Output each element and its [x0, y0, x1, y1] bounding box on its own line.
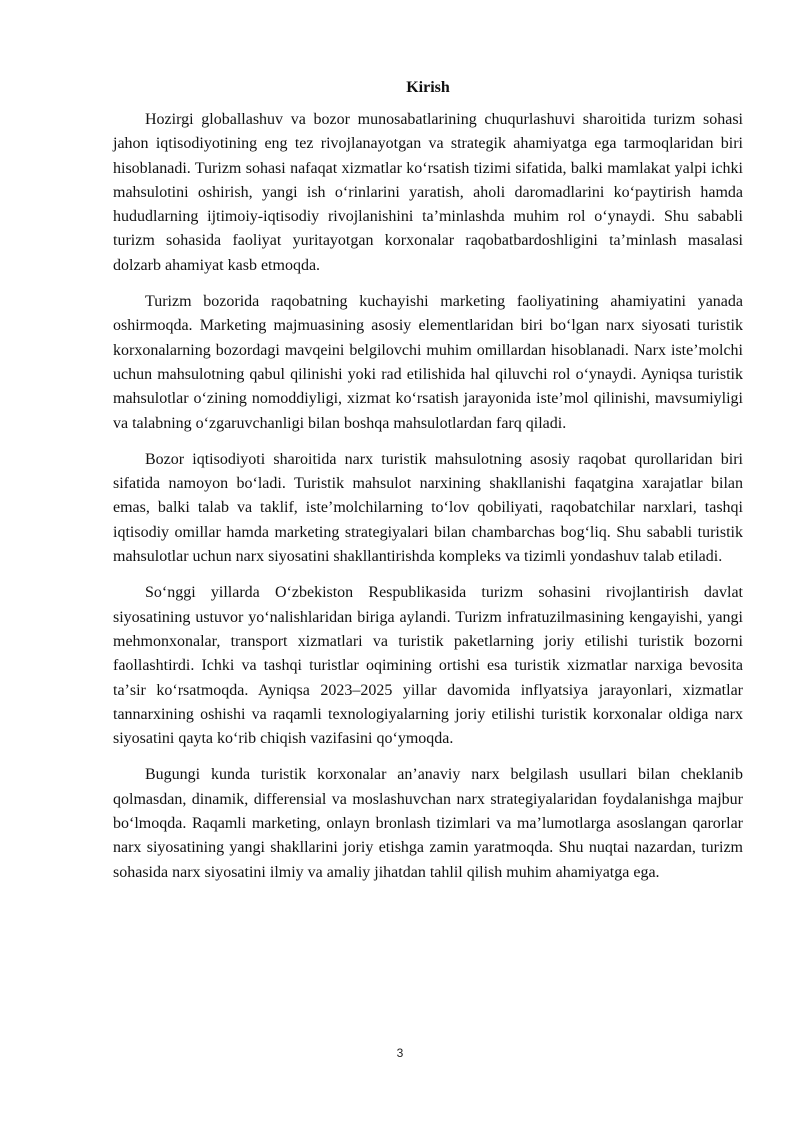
document-page — [113, 70, 743, 897]
paragraph-3: Bozor iqtisodiyoti sharoitida narx turistik mahsulotning asosiy raqobat qurollaridan biri sifatida namoyon boʻladi. Turistik mahsulot narxining shakllanishi faqatgina xarajatlar bilan emas, balki talab va taklif, isteʼmolchilarning toʻlov qobiliyati, raqobatchilar narxlari, tashqi iqtisodiy omillar hamda marketing strategiyalari bilan chambarchas bogʻliq. Shu sababli turistik mahsulotlar uchun narx siyosatini shakllantirishda kompleks va tizimli yondashuv talab etiladi. — [113, 450, 743, 566]
paragraph-1: Hozirgi globallashuv va bozor munosabatlarining chuqurlashuvi sharoitida turizm sohasi jahon iqtisodiyotining eng tez rivojlanayotgan va strategik ahamiyatga ega tarmoqlaridan biri hisoblanadi. Turizm sohasi nafaqat xizmatlar koʻrsatish tizimi sifatida, balki mamlakat yalpi ichki mahsulotini oshirish, yangi ish oʻrinlarini yaratish, aholi daromadlarini koʻpaytirish hamda hududlarning ijtimoiy-iqtisodiy rivojlanishini taʼminlashda muhim rol oʻynaydi. Shu sababli turizm sohasida faoliyat yuritayotgan korxonalar raqobatbardoshligini taʼminlash masalasi dolzarb ahamiyat kasb etmoqda. — [113, 111, 743, 274]
page-number: 3 — [396, 1046, 404, 1060]
paragraph-2: Turizm bozorida raqobatning kuchayishi marketing faoliyatining ahamiyatini yanada oshirmoqda. Marketing majmuasining asosiy elementlaridan biri boʻlgan narx siyosati turistik korxonalarning bozordagi mavqeini belgilovchi muhim omillardan hisoblanadi. Narx isteʼmolchi uchun mahsulotning qabul qilinishi yoki rad etilishida hal qiluvchi rol oʻynaydi. Ayniqsa turistik mahsulotlar oʻzining nomoddiyligi, xizmat koʻrsatish jarayonida isteʼmol qilinishi, mavsumiyligi va talabning oʻzgaruvchanligi bilan boshqa mahsulotlardan farq qiladi. — [113, 293, 743, 432]
paragraph-5: Bugungi kunda turistik korxonalar anʼanaviy narx belgilash usullari bilan cheklanib qolmasdan, dinamik, differensial va moslashuvchan narx strategiyalaridan foydalanishga majbur boʻlmoqda. Raqamli marketing, onlayn bronlash tizimlari va maʼlumotlarga asoslangan qarorlar narx siyosatining yangi shakllarini joriy etishga zamin yaratmoqda. Shu nuqtai nazardan, turizm sohasida narx siyosatini ilmiy va amaliy jihatdan tahlil qilish muhim ahamiyatga ega. — [113, 766, 743, 881]
paragraph-4: Soʻnggi yillarda Oʻzbekiston Respublikasida turizm sohasini rivojlantirish davlat siyosatining ustuvor yoʻnalishlaridan biriga aylandi. Turizm infratuzilmasining kengayishi, yangi mehmonxonalar, transport xizmatlari va turistik paketlarning joriy etilishi turistik bozorni faollashtirdi. Ichki va tashqi turistlar oqimining ortishi esa turistik xizmatlar narxiga bevosita taʼsir koʻrsatmoqda. Ayniqsa 2023–2025 yillar davomida inflyatsiya jarayonlari, xizmatlar tannarxining oshishi va raqamli texnologiyalarning joriy etilishi turistik korxonalar oldiga narx siyosatini qayta koʻrib chiqish vazifasini qoʻymoqda. — [113, 584, 743, 748]
section-heading: Kirish — [406, 79, 450, 96]
